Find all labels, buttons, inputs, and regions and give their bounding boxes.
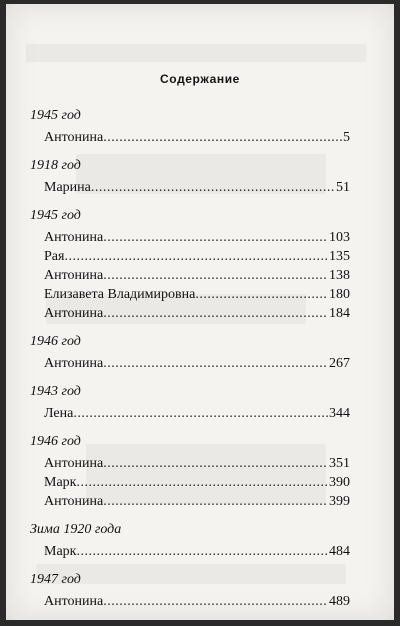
chapter-name: Марк [44, 544, 77, 559]
toc-section [30, 570, 350, 611]
page-number: 489 [329, 594, 350, 609]
page-number: 180 [329, 287, 350, 302]
dot-leader [103, 304, 328, 323]
toc-section [30, 206, 350, 323]
chapter-name: Антонина [44, 356, 104, 371]
chapter-name: Антонина [44, 268, 104, 283]
dot-leader [64, 247, 328, 266]
section-year-heading: 1918 год [30, 158, 81, 173]
dot-leader [103, 592, 328, 611]
toc-section [30, 156, 350, 197]
page-number: 5 [343, 130, 350, 145]
dot-leader [91, 178, 335, 197]
section-year-heading: Зима 1920 года [30, 522, 122, 537]
toc-entry [30, 592, 350, 611]
chapter-name: Антонина [44, 230, 104, 245]
dot-leader [103, 228, 328, 247]
toc-entry [30, 285, 350, 304]
toc-entry [30, 178, 350, 197]
dot-leader [76, 473, 328, 492]
toc-section [30, 432, 350, 511]
section-year-heading: 1945 год [30, 108, 81, 123]
page-number: 51 [336, 180, 350, 195]
dot-leader [76, 542, 328, 561]
book-page [6, 4, 394, 620]
chapter-name: Антонина [44, 494, 104, 509]
toc-entry [30, 454, 350, 473]
section-year-heading: 1945 год [30, 208, 81, 223]
toc-entry [30, 247, 350, 266]
toc-entry [30, 228, 350, 247]
toc-entry [30, 354, 350, 373]
toc-section [30, 382, 350, 423]
page-number: 138 [329, 268, 350, 283]
toc-entry [30, 128, 350, 147]
page-title: Содержание [160, 72, 240, 86]
toc-entry [30, 542, 350, 561]
toc-entry [30, 304, 350, 323]
chapter-name: Марина [44, 180, 91, 195]
dot-leader [103, 492, 328, 511]
table-of-contents [30, 106, 350, 620]
section-year-heading: 1943 год [30, 384, 81, 399]
section-year-heading: 1946 год [30, 334, 81, 349]
page-number: 267 [329, 356, 350, 371]
section-year-heading: 1947 год [30, 572, 81, 587]
toc-entry [30, 492, 350, 511]
dot-leader [195, 285, 328, 304]
toc-entry [30, 404, 350, 423]
chapter-name: Елизавета Владимировна [44, 287, 196, 302]
chapter-name: Рая [44, 249, 65, 264]
page-number: 135 [329, 249, 350, 264]
page-number: 344 [329, 406, 350, 421]
chapter-name: Антонина [44, 306, 104, 321]
chapter-name: Антонина [44, 130, 104, 145]
page-number: 399 [329, 494, 350, 509]
page-number: 103 [329, 230, 350, 245]
toc-section [30, 106, 350, 147]
chapter-name: Лена [44, 406, 74, 421]
dot-leader [103, 128, 342, 147]
chapter-name: Антонина [44, 594, 104, 609]
section-year-heading: 1946 год [30, 434, 81, 449]
toc-section [30, 332, 350, 373]
toc-section [30, 520, 350, 561]
toc-entry [30, 266, 350, 285]
chapter-name: Антонина [44, 456, 104, 471]
page-number: 184 [329, 306, 350, 321]
dot-leader [103, 454, 328, 473]
dot-leader [103, 354, 328, 373]
show-through-band [26, 44, 366, 62]
page-number: 484 [329, 544, 350, 559]
toc-entry [30, 473, 350, 492]
chapter-name: Марк [44, 475, 77, 490]
dot-leader [73, 404, 328, 423]
page-number: 390 [329, 475, 350, 490]
dot-leader [103, 266, 328, 285]
page-number: 351 [329, 456, 350, 471]
